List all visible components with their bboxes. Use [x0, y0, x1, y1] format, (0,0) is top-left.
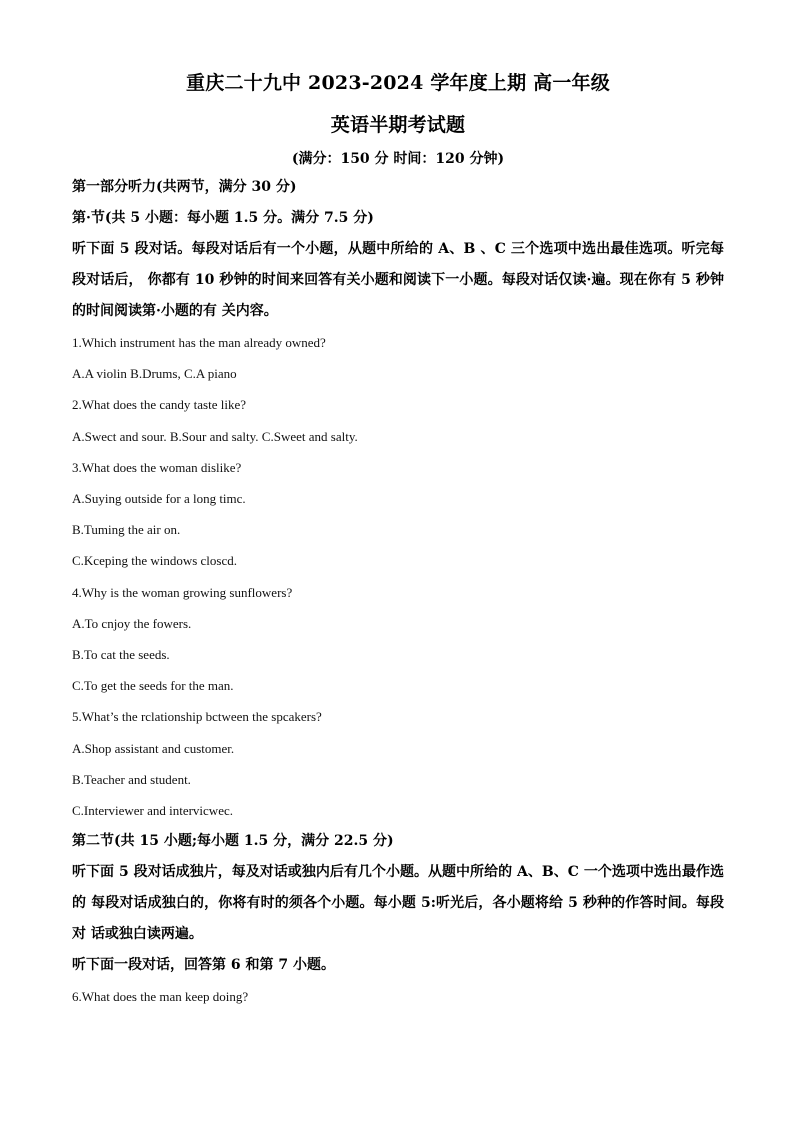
question-list — [72, 327, 724, 826]
question-3-option-b: B.Tuming the air on. — [72, 522, 181, 538]
exam-title: 重庆二十九中 2023-2024 学年度上期 高一年级 — [186, 72, 610, 94]
question-3-option-a: A.Suying outside for a long timc. — [72, 491, 246, 507]
section1-heading: 第·节(共 5 小题：每小题 1.5 分。满分 7.5 分) — [72, 210, 374, 226]
exam-subtitle: 英语半期考试题 — [330, 114, 466, 136]
section1-instructions: 听下面 5 段对话。每段对话后有一个小题，从题中所给的 A、B 、C 三个选项中选出最佳选项。听完每段对话后， 你都有 10 秒钟的时间来回答有关小题和阅读下一小题。每段对话仅读·遍。现在你有 5 秒钟的时间阅读第·小题的有 关内容。 — [72, 241, 724, 319]
question-2-options: A.Swect and sour. B.Sour and salty. C.Sweet and salty. — [72, 428, 358, 444]
exam-meta: (满分：150 分 时间：120 分钟) — [291, 151, 505, 167]
question-5-option-a: A.Shop assistant and customer. — [72, 740, 235, 756]
question-4: 4.Why is the woman growing sunflowers? — [72, 584, 293, 600]
question-1-options: A.A violin B.Drums, C.A piano — [72, 366, 237, 382]
question-4-option-a: A.To cnjoy the fowers. — [72, 615, 192, 631]
section2-instructions: 听下面 5 段对话成独片，每及对话或独内后有几个小题。从题中所给的 A、B、C 一个选项中选出最作选的 每段对话成独白的，你将有时的须各个小题。每小题 5:听光后，各小题将给 5 秒种的作答时间。每段对 话或独白读两遍。 — [72, 864, 724, 943]
question-5-option-c: C.Interviewer and intervicwec. — [72, 803, 233, 819]
part1-heading: 第一部分听力(共两节，满分 30 分) — [72, 179, 297, 195]
section2-heading: 第二节(共 15 小题;每小题 1.5 分，满分 22.5 分) — [72, 833, 394, 850]
question-5: 5.What’s the rclationship bctween the spcakers? — [72, 709, 322, 725]
section2-lead: 听下面一段对话，回答第 6 和第 7 小题。 — [72, 957, 335, 974]
question-2: 2.What does the candy taste like? — [72, 397, 246, 413]
question-4-option-c: C.To get the seeds for the man. — [72, 678, 234, 694]
exam-page — [72, 66, 724, 1012]
question-3-option-c: C.Kceping the windows closcd. — [72, 553, 238, 569]
question-5-option-b: B.Teacher and student. — [72, 771, 191, 787]
question-6: 6.What does the man keep doing? — [72, 989, 249, 1005]
question-3: 3.What does the woman dislike? — [72, 459, 242, 475]
question-1: 1.Which instrument has the man already owned? — [72, 335, 326, 350]
question-4-option-b: B.To cat the seeds. — [72, 647, 170, 663]
